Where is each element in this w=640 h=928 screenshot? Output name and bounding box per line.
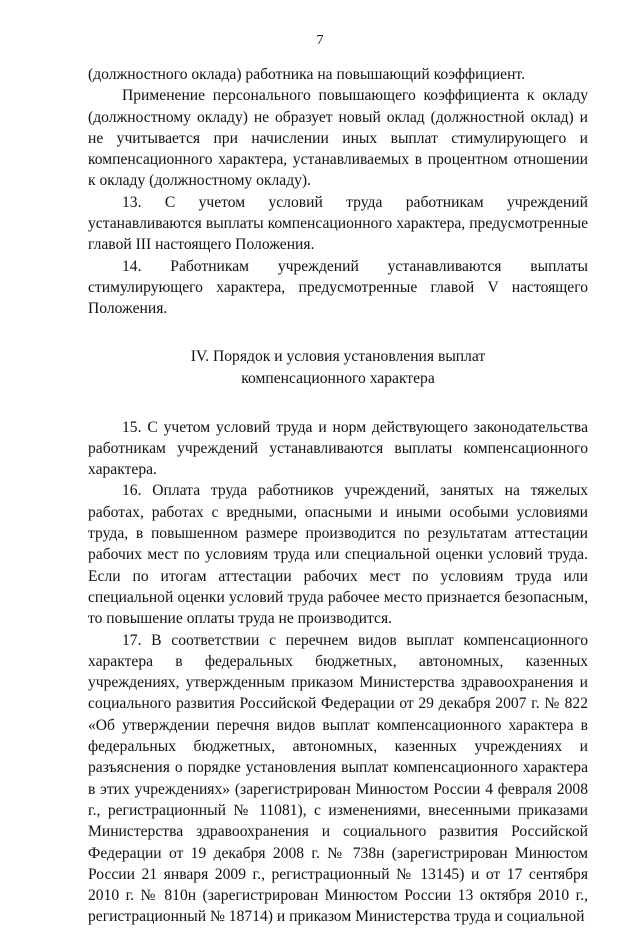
paragraph-14: 14. Работникам учреждений устанавливаются выплаты стимулирующего характера, предусмотренные главой V настоящего Положения. [88, 257, 588, 318]
paragraph-17: 17. В соответствии с перечнем видов выплат компенсационного характера в федеральных бюджетных, автономных, казенных учреждениях, утвержденным приказом Министерства здравоохранения и социального развития Российской Федерации от 29 декабря 2007 г. № 822 «Об утверждении перечня видов выплат компенсационного характера в федеральных бюджетных, автономных, казенных учреждениях и разъяснения о порядке установления выплат компенсационного характера в этих учреждениях» (зарегистрирован Минюстом России 4 февраля 2008 г., регистрационный № 11081), с изменениями, внесенными приказами Министерства здравоохранения и социального развития Российской Федерации от 19 декабря 2008 г. № 738н (зарегистрирован Минюстом России 21 января 2009 г., регистрационный № 13145) и от 17 сентября 2010 г. № 810н (зарегистрирован Минюстом России 13 октября 2010 г., регистрационный № 18714) и приказом Министерства труда и социальной [88, 631, 588, 926]
paragraph-continuation: (должностного оклада) работника на повышающий коэффициент. [88, 66, 525, 83]
paragraph-personal-coefficient: Применение персонального повышающего коэффициента к окладу (должностному окладу) не образует новый оклад (должностной оклад) и не учитывается при начислении иных выплат стимулирующего и компенсационного характера, устанавливаемых в процентном отношении к окладу (должностному окладу). [88, 87, 588, 190]
document-body [88, 64, 588, 928]
paragraph-13: 13. С учетом условий труда работникам учреждений устанавливаются выплаты компенсационного характера, предусмотренные главой III настоящего Положения. [88, 193, 588, 254]
page-number: 7 [316, 33, 324, 48]
section-heading [88, 346, 588, 390]
section-heading-line-1: IV. Порядок и условия установления выплат [190, 347, 486, 365]
paragraph-16: 16. Оплата труда работников учреждений, занятых на тяжелых работах, работах с вредными, опасными и иными особыми условиями труда, в повышенном размере производится по результатам аттестации рабочих мест по условиям труда или специальной оценки условий труда. Если по итогам аттестации рабочих мест по условиям труда или специальной оценки условий труда рабочее место признается безопасным, то повышение оплаты труда не производится. [88, 482, 588, 628]
paragraph-15: 15. С учетом условий труда и норм действующего законодательства работникам учреждений устанавливаются выплаты компенсационного характера. [88, 418, 588, 479]
section-heading-line-2: компенсационного характера [241, 369, 435, 387]
